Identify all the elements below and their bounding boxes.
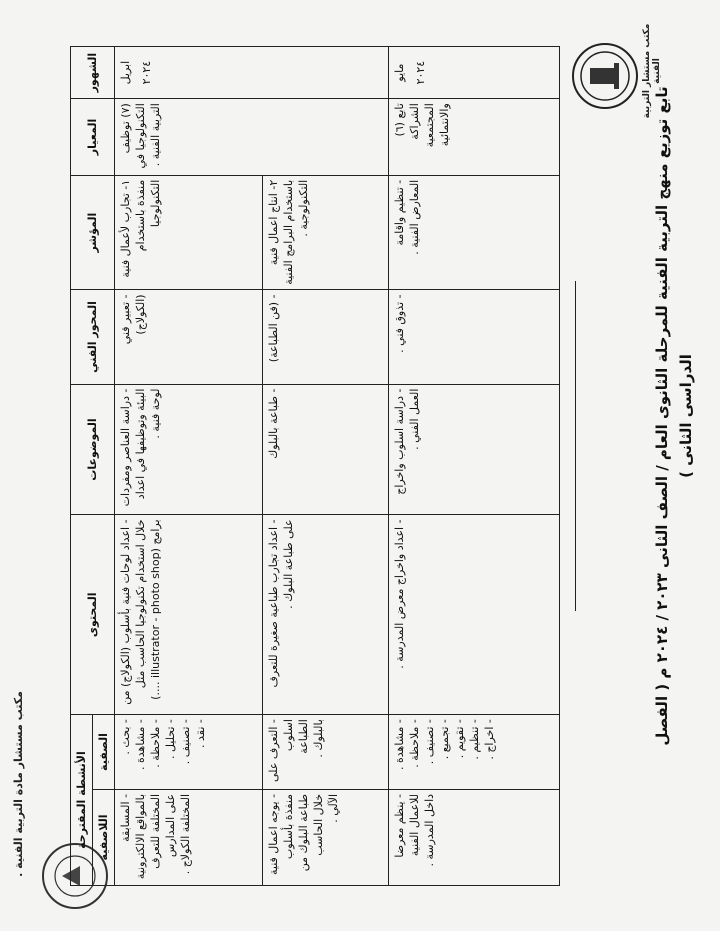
- list-item: - تصنيف .: [422, 719, 437, 785]
- extracurricular-cell: - ينظم معرضا للاعمال الفنية داخل المدرسة .: [388, 789, 559, 885]
- month-name: مايو: [392, 63, 406, 82]
- curriculum-table: [70, 46, 560, 886]
- list-item: - تصنيف .: [178, 719, 193, 785]
- axis-cell: - تذوق فني .: [388, 290, 559, 384]
- extracurricular-cell: - يوجه اعمال فنية منفذة بأسلوب طباعة البلوك من خلال الحاسب الآلي .: [263, 789, 388, 885]
- header-classroom: الصفية: [93, 715, 115, 790]
- extracurricular-cell: - المسابقة بالمواقع الالكترونية المختلفة للتعرف على المدارس المختلفة الكولاج .: [115, 789, 263, 885]
- classroom-list: [266, 719, 326, 785]
- axis-cell: - (فن الطباعة): [263, 290, 388, 384]
- indicator-cell: - تنظيم واقامة المعارض الفنية .: [388, 175, 559, 290]
- classroom-list: [392, 719, 497, 785]
- list-item: - اخراج .: [482, 719, 497, 785]
- topics-cell: - دراسة العناصر ومفردات البيئة وتوظيفها في اعداد لوحة فنية .: [115, 384, 263, 515]
- header-month: الشهور: [71, 47, 115, 99]
- list-item: - مشاهدة .: [392, 719, 407, 785]
- logo-label: مكتب مستشار التربية الفنية: [642, 23, 662, 119]
- list-item: - ملاحظة .: [148, 719, 163, 785]
- classroom-cell: [115, 715, 263, 790]
- header-activities: الأنشطة المقترحة: [71, 715, 93, 886]
- content-cell: - اعداد تجارب طباعية صغيرة للتعرف على طباعة البلوك .: [263, 515, 388, 715]
- table-header-row: [71, 47, 93, 886]
- header-axis: المحور الفني: [71, 290, 115, 384]
- standard-cell: تابع (٦) الشراكة المجتمعية والانتمائية: [388, 99, 559, 176]
- list-item: - تحليل .: [163, 719, 178, 785]
- classroom-list: [118, 719, 208, 785]
- list-item: - نقد .: [193, 719, 208, 785]
- page-title: تابع توزيع منهج التربية الفنية للمرحلة الثانوى العام / الصف الثانى ٢٠٢٣ / ٢٠٢٤ م ( الفصل الدراسى الثانى ): [653, 86, 695, 746]
- header-indicator: المؤشر: [71, 175, 115, 290]
- list-item: - تنظيم .: [467, 719, 482, 785]
- topics-cell: - دراسة اسلوب واخراج العمل الفني .: [388, 384, 559, 515]
- month-cell: [388, 47, 559, 99]
- list-item: - مشاهدة .: [133, 719, 148, 785]
- topics-cell: - طباعة بالبلوك: [263, 384, 388, 515]
- header-standard: المعيار: [71, 99, 115, 176]
- list-item: - ملاحظة .: [407, 719, 422, 785]
- header-extracurricular: اللاصفية: [93, 789, 115, 885]
- list-item: - التعرف على اسلوب الطباعة بالبلوك .: [266, 719, 326, 785]
- month-cell: [115, 47, 389, 99]
- signature-line: [575, 281, 576, 611]
- month-name: ابريل: [119, 60, 132, 85]
- content-cell: - اعداد لوحات فنية بأسلوب (الكولاج) من خلال استخدام تكنولوجيا الحاسب مثل برامج (illustrator - photo shop ....): [115, 515, 263, 715]
- month-year: ٢٠٢٤: [413, 60, 427, 85]
- footer-text: مكتب مستشار مادة التربية الفنية .: [12, 691, 25, 877]
- indicator-cell: ١- تجارب لأعمال فنية منفذة باستخدام التكنولوجيا: [115, 175, 263, 290]
- classroom-cell: [388, 715, 559, 790]
- table-row: [388, 47, 559, 886]
- list-item: - بحث .: [118, 719, 133, 785]
- content-cell: - اعداد واخراج معرض المدرسة .: [388, 515, 559, 715]
- axis-cell: - تعبير فني (الكولاج): [115, 290, 263, 384]
- classroom-cell: [263, 715, 388, 790]
- ministry-logo-icon: [570, 41, 640, 111]
- list-item: - تجميع .: [437, 719, 452, 785]
- month-year: ٢٠٢٤: [140, 60, 153, 85]
- standard-cell: (٧) توظيف التكنولوجيا في التربية الفنية .: [115, 99, 389, 176]
- indicator-cell: ٢- انتاج اعمال فنية باستخدام البرامج الفنية التكنولوجية .: [263, 175, 388, 290]
- header-topics: الموضوعات: [71, 384, 115, 515]
- header-content: المحتوى: [71, 515, 115, 715]
- list-item: - تقويم .: [452, 719, 467, 785]
- table-row: [115, 47, 263, 886]
